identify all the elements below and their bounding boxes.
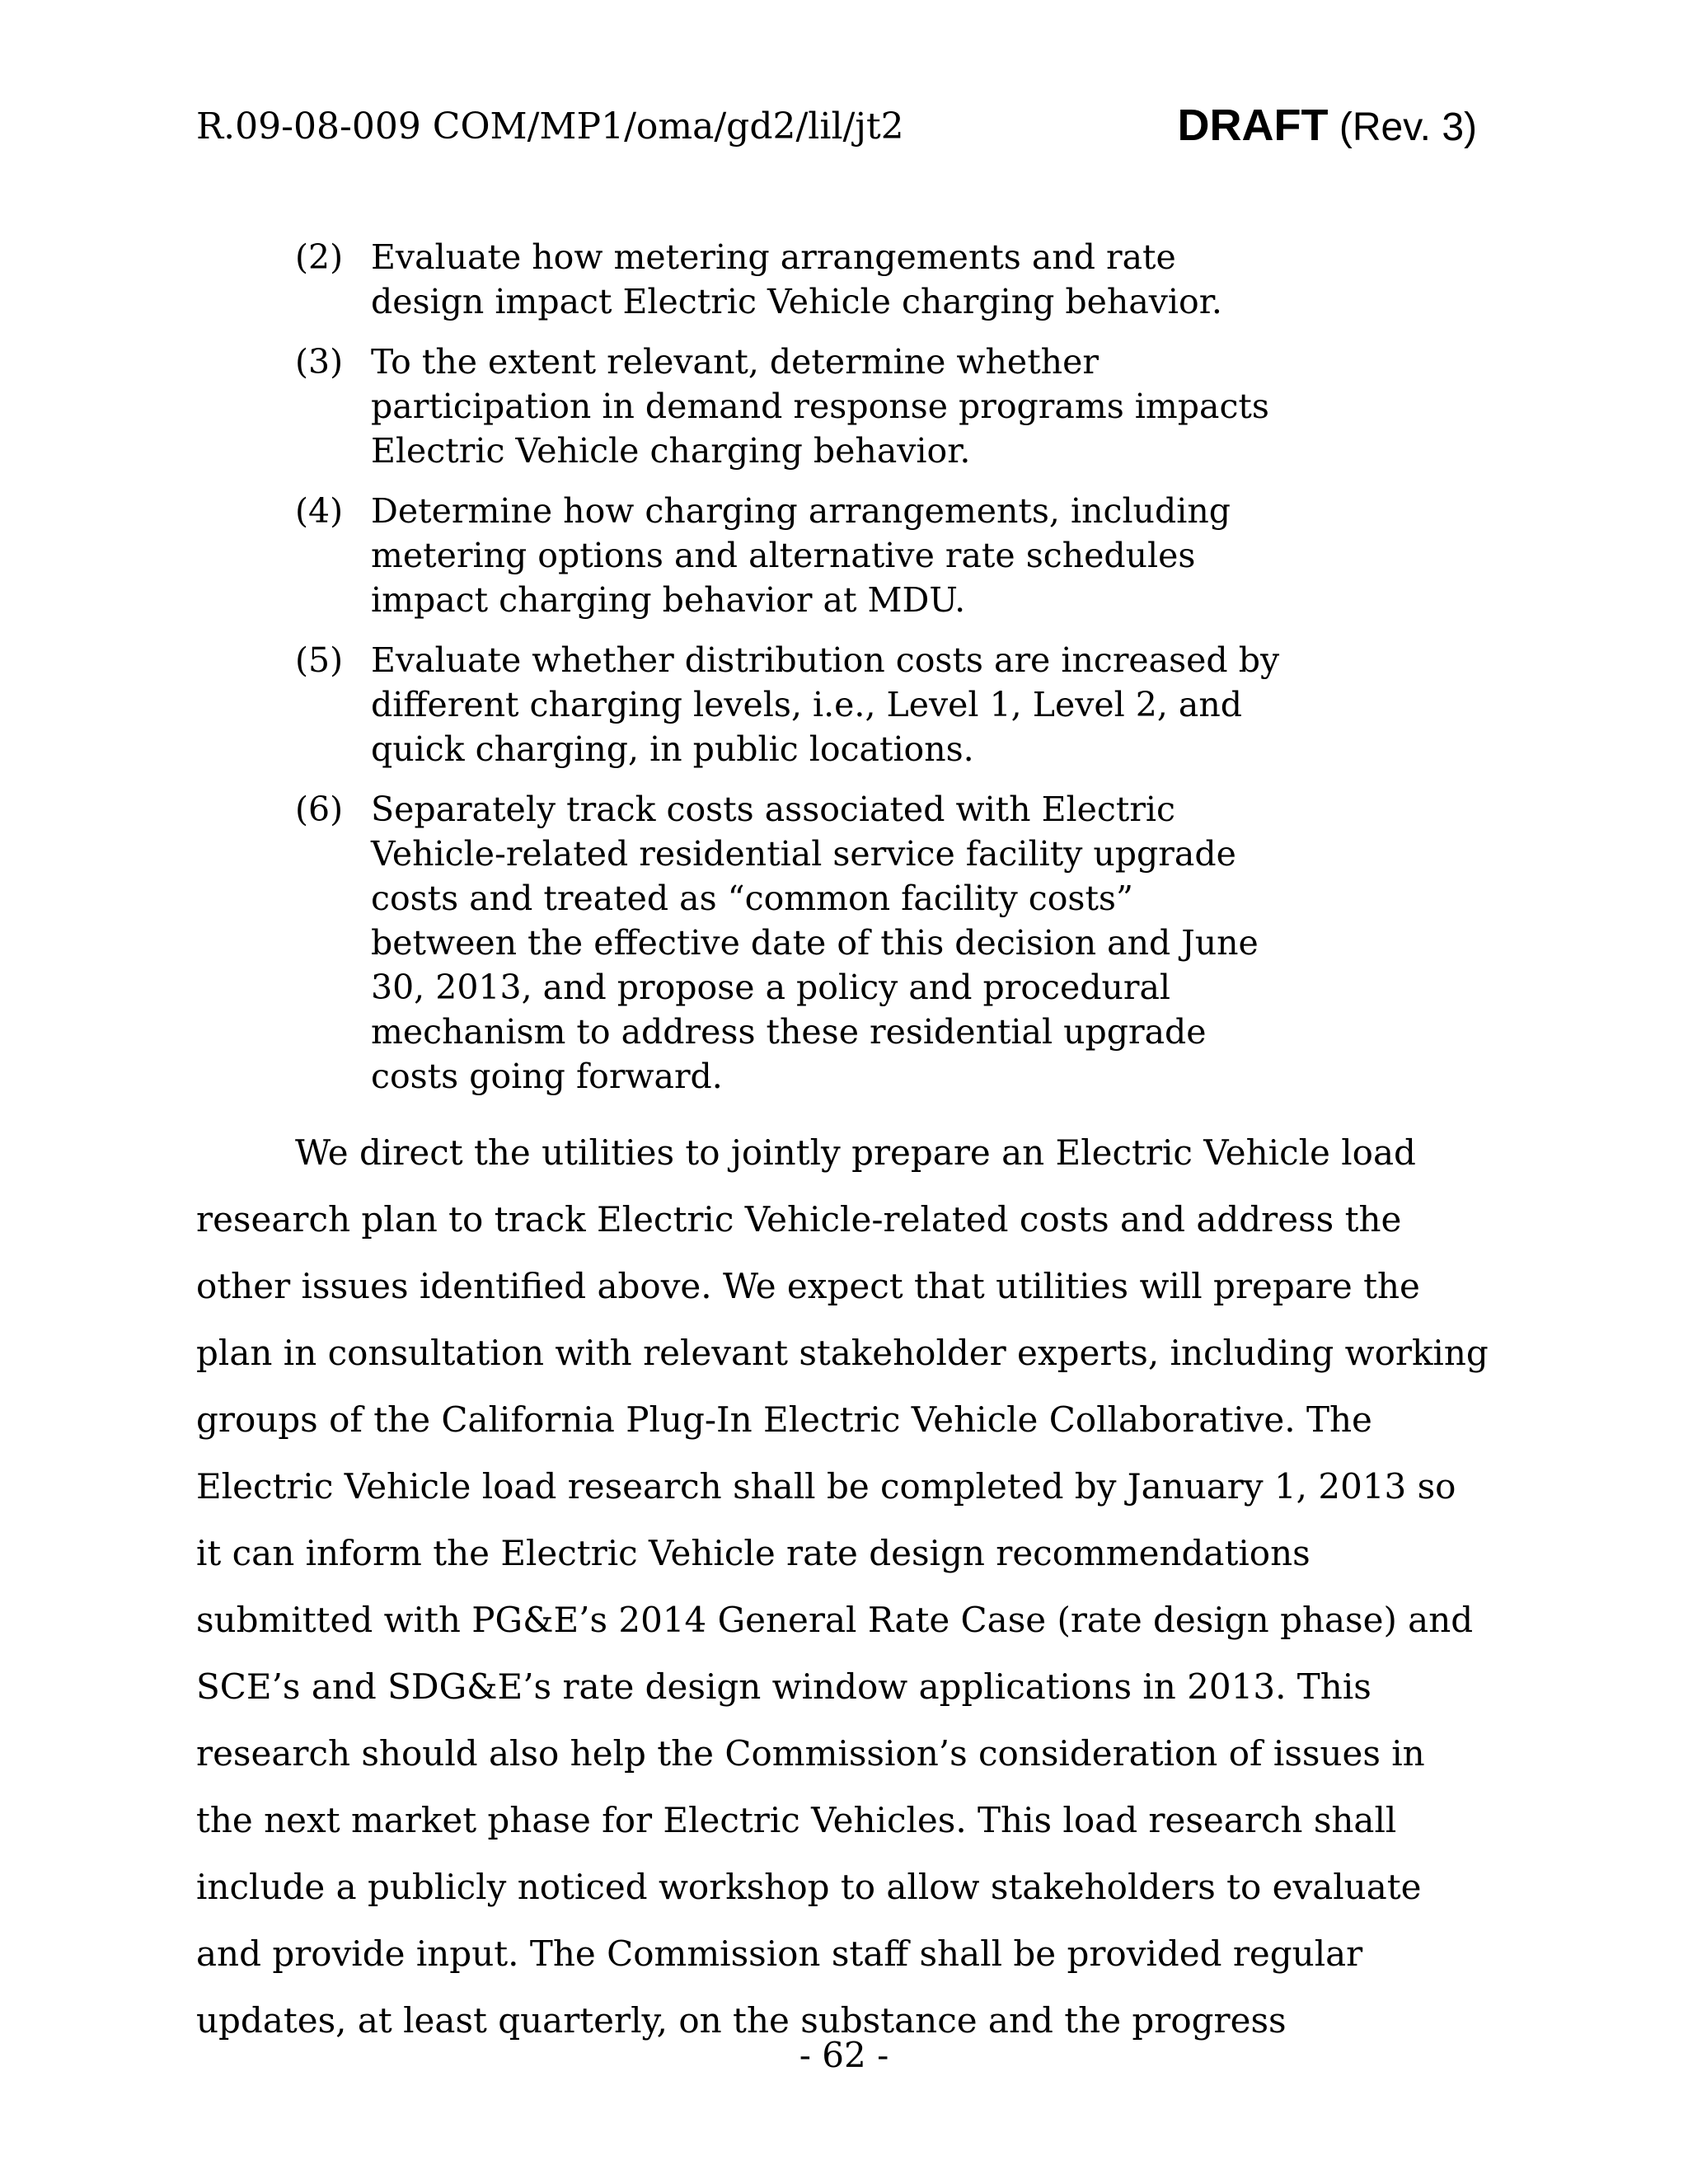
draft-stamp	[1178, 99, 1477, 154]
list-item	[295, 638, 1284, 771]
list-item-number: (2)	[295, 237, 344, 277]
page-number: - 62 -	[799, 2035, 889, 2075]
list-item-number: (3)	[295, 342, 344, 382]
list-item	[295, 489, 1284, 622]
list-item-text: Determine how charging arrangements, including metering options and alternative rate schedules impact charging behavior at MDU.	[371, 491, 1231, 620]
list-item-text: Evaluate how metering arrangements and rate design impact Electric Vehicle charging behavior.	[371, 237, 1222, 321]
list-item-text: To the extent relevant, determine whether participation in demand response programs impacts Electric Vehicle charging behavior.	[371, 342, 1269, 471]
list-item	[295, 235, 1284, 324]
list-item	[295, 340, 1284, 473]
draft-label: DRAFT	[1177, 101, 1329, 150]
document-id: R.09-08-009 COM/MP1/oma/gd2/lil/jt2	[196, 105, 904, 148]
list-item-number: (5)	[295, 640, 344, 680]
body-paragraph: We direct the utilities to jointly prepare an Electric Vehicle load research plan to track Electric Vehicle-related costs and address the other issues identified above. We expect that utilities will prepare the plan in consultation with relevant stakeholder experts, including working groups of the California Plug-In Electric Vehicle Collaborative. The Electric Vehicle load research shall be completed by January 1, 2013 so it can inform the Electric Vehicle rate design recommendations submitted with PG&E’s 2014 General Rate Case (rate design phase) and SCE’s and SDG&E’s rate design window applications in 2013. This research should also help the Commission’s consideration of issues in the next market phase for Electric Vehicles. This load research shall include a publicly noticed workshop to allow stakeholders to evaluate and provide input. The Commission staff shall be provided regular updates, at least quarterly, on the substance and the progress	[196, 1132, 1489, 2041]
list-item-text: Separately track costs associated with Electric Vehicle-related residential service facility upgrade costs and treated as “common facility costs” between the effective date of this decision and June 30, 2013, and propose a policy and procedural mechanism to address these residential upgrade costs going forward.	[371, 790, 1259, 1096]
list-item-text: Evaluate whether distribution costs are increased by different charging levels, i.e., Level 1, Level 2, and quick charging, in public locations.	[371, 640, 1280, 769]
list-item-number: (4)	[295, 491, 344, 531]
revision-label: (Rev. 3)	[1339, 105, 1477, 149]
requirements-list	[295, 235, 1284, 1114]
list-item	[295, 787, 1284, 1099]
list-item-number: (6)	[295, 790, 344, 829]
